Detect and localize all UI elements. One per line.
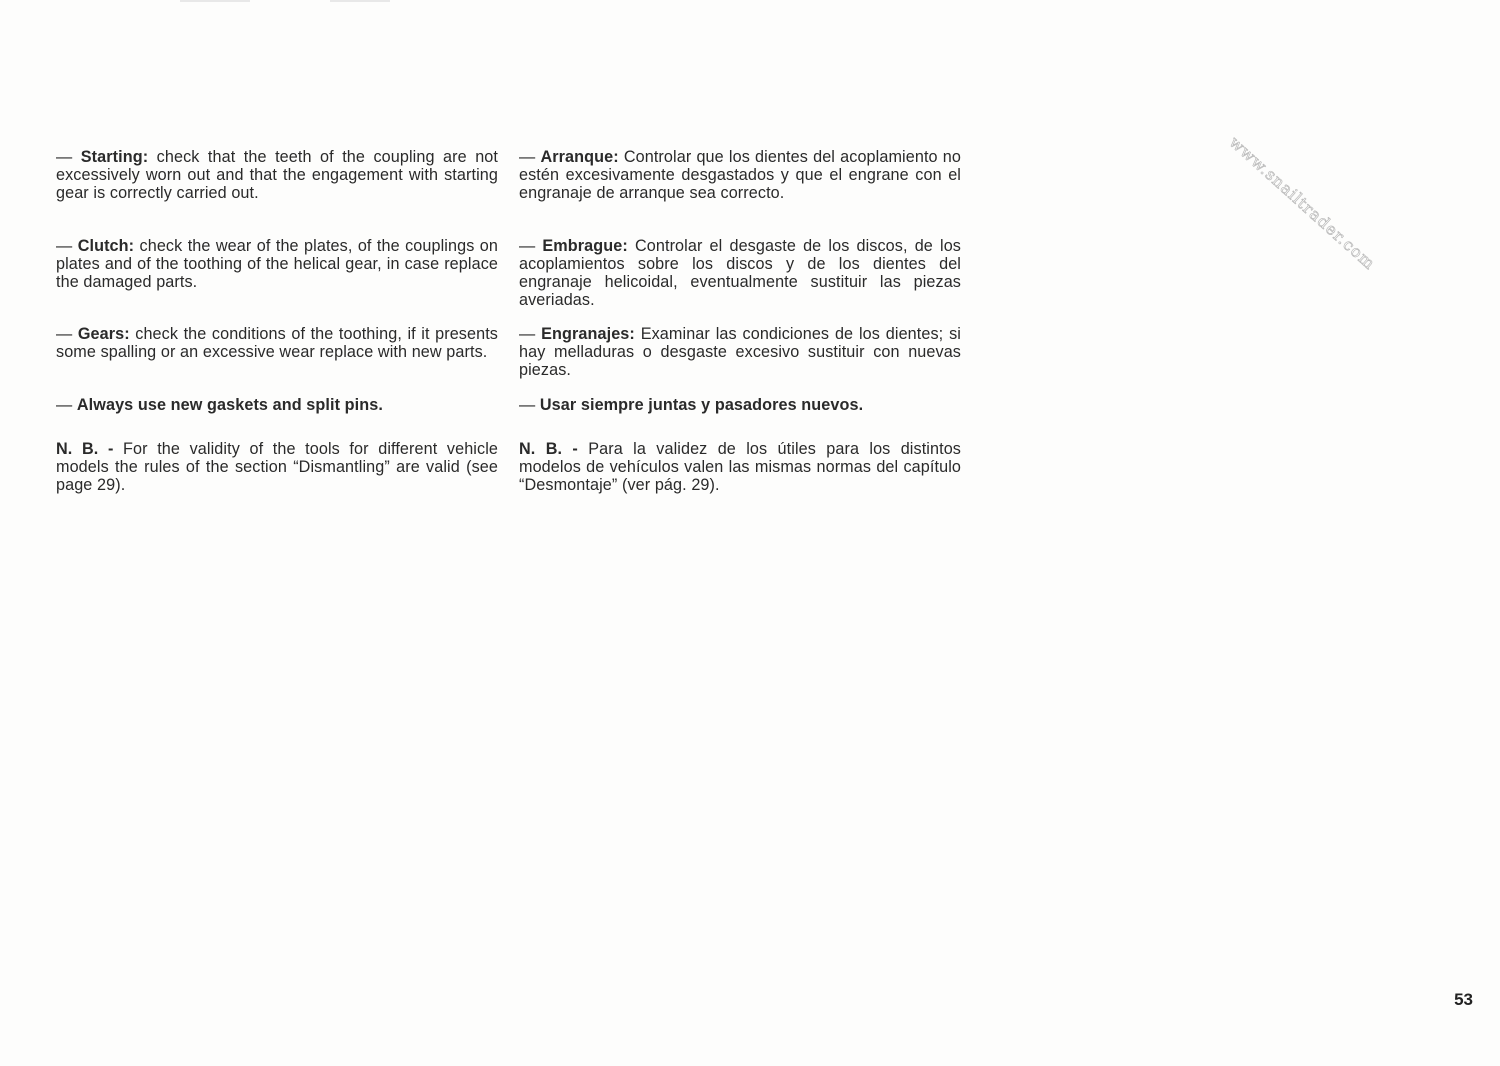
- paragraph-embrague: — Embrague: Controlar el desgaste de los discos, de los acoplamientos sobre los discos y de los dientes del engranaje helicoidal, eventualmente sustituir las piezas averiadas.: [519, 237, 961, 309]
- paragraph-starting: — Starting: check that the teeth of the coupling are not excessively worn out and that the engagement with starting gear is correctly carried out.: [56, 148, 498, 202]
- term-starting: Starting:: [80, 148, 149, 166]
- term-clutch: Clutch:: [77, 237, 135, 255]
- scan-edge-marks: [0, 0, 1500, 2]
- paragraph-juntas: — Usar siempre juntas y pasadores nuevos.: [519, 396, 864, 414]
- paragraph-note-es: N. B. - Para la validez de los útiles para los distintos modelos de vehículos valen las mismas normas del capítulo “Desmontaje” (ver pág. 29).: [519, 440, 961, 494]
- paragraph-clutch: — Clutch: check the wear of the plates, of the couplings on plates and of the toothing of the helical gear, in case replace the damaged parts.: [56, 237, 498, 291]
- paragraph-note-en: N. B. - For the validity of the tools for different vehicle models the rules of the section “Dismantling” are valid (see page 29).: [56, 440, 498, 494]
- paragraph-engranajes: — Engranajes: Examinar las condiciones de los dientes; si hay melladuras o desgaste excesivo sustituir con nuevas piezas.: [519, 325, 961, 379]
- watermark: www.snailtrader.com: [1225, 132, 1380, 274]
- note-label: N. B. -: [56, 440, 114, 458]
- term-embrague: Embrague:: [542, 237, 628, 255]
- page-number: 53: [1454, 990, 1473, 1009]
- term-gears: Gears:: [77, 325, 130, 343]
- term-arranque: Arranque:: [540, 148, 619, 166]
- note-label: N. B. -: [519, 440, 578, 458]
- term-juntas: Usar siempre juntas y pasadores nuevos.: [539, 396, 864, 414]
- paragraph-gaskets: — Always use new gaskets and split pins.: [56, 396, 383, 414]
- paragraph-gears: — Gears: check the conditions of the toothing, if it presents some spalling or an excessive wear replace with new parts.: [56, 325, 498, 361]
- paragraph-arranque: — Arranque: Controlar que los dientes del acoplamiento no estén excesivamente desgastados y que el engrane con el engranaje de arranque sea correcto.: [519, 148, 961, 202]
- term-gaskets: Always use new gaskets and split pins.: [76, 396, 383, 414]
- term-engranajes: Engranajes:: [541, 325, 635, 343]
